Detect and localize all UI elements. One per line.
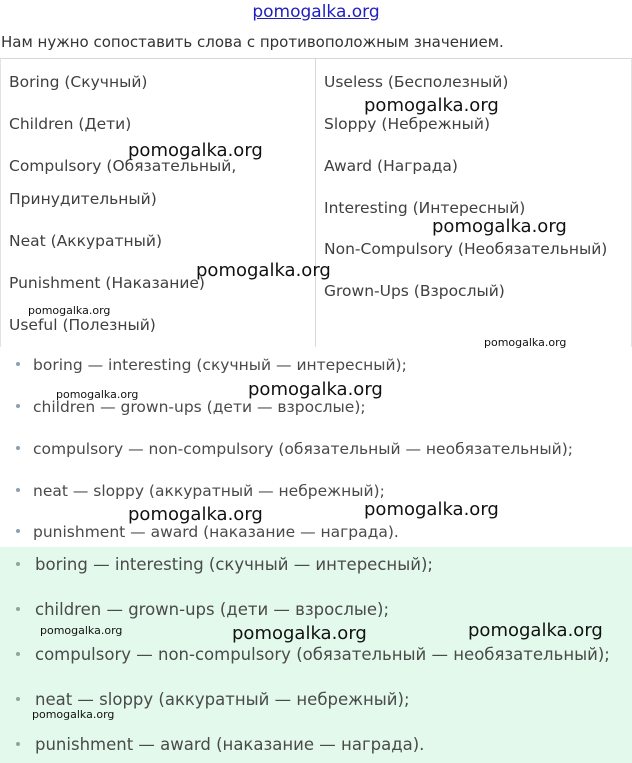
- highlighted-answer-list: [0, 547, 632, 763]
- watermark: pomogalka.org: [32, 708, 115, 721]
- column-divider: [315, 59, 316, 347]
- table-cell-right: Useless (Бесполезный): [324, 73, 509, 91]
- watermark: pomogalka.org: [28, 304, 111, 317]
- list-item-text: neat — sloppy (аккуратный — небрежный);: [33, 482, 385, 500]
- list-item-text: compulsory — non-compulsory (обязательный — необязательный);: [35, 645, 610, 664]
- table-cell-left: Useful (Полезный): [9, 316, 156, 334]
- site-link[interactable]: pomogalka.org: [252, 2, 380, 22]
- watermark: pomogalka.org: [56, 388, 139, 401]
- bullet-icon: [16, 404, 20, 408]
- watermark: pomogalka.org: [128, 504, 263, 525]
- answer-list: [0, 348, 632, 546]
- table-cell-right: Grown-Ups (Взрослый): [324, 282, 505, 300]
- table-cell-right: Non-Compulsory (Необязательный): [324, 240, 608, 258]
- list-item: [16, 356, 407, 374]
- bullet-icon: [16, 697, 20, 701]
- bullet-icon: [16, 446, 20, 450]
- watermark: pomogalka.org: [484, 336, 567, 349]
- watermark: pomogalka.org: [468, 620, 603, 641]
- list-item: [16, 440, 573, 458]
- intro-text: Нам нужно сопоставить слова с противоположным значением.: [1, 33, 504, 51]
- watermark: pomogalka.org: [432, 216, 567, 237]
- bullet-icon: [16, 742, 20, 746]
- list-item-text: boring — interesting (скучный — интересный);: [35, 555, 433, 574]
- list-item-text: punishment — award (наказание — награда).: [33, 523, 399, 541]
- list-item-text: punishment — award (наказание — награда).: [35, 735, 425, 754]
- list-item: [16, 735, 424, 754]
- list-item: [16, 600, 389, 619]
- watermark: pomogalka.org: [128, 140, 263, 161]
- table-cell-left: Children (Дети): [9, 115, 132, 133]
- table-cell-right: Sloppy (Небрежный): [324, 115, 491, 133]
- list-item-text: children — grown-ups (дети — взрослые);: [35, 600, 390, 619]
- bullet-icon: [16, 488, 20, 492]
- list-item-text: compulsory — non-compulsory (обязательный — необязательный);: [33, 440, 574, 458]
- watermark: pomogalka.org: [364, 499, 499, 520]
- table-cell-left: Neat (Аккуратный): [9, 232, 163, 250]
- watermark: pomogalka.org: [232, 623, 367, 644]
- list-item: [16, 523, 399, 541]
- list-item: [16, 690, 410, 709]
- table-cell-right: Award (Награда): [324, 157, 458, 175]
- list-item: [16, 482, 385, 500]
- list-item: [16, 555, 433, 574]
- bullet-icon: [16, 529, 20, 533]
- bullet-icon: [16, 607, 20, 611]
- watermark: pomogalka.org: [196, 260, 331, 281]
- watermark: pomogalka.org: [40, 624, 123, 637]
- table-cell-right: Interesting (Интересный): [324, 199, 526, 217]
- watermark: pomogalka.org: [248, 379, 383, 400]
- table-cell-left: Punishment (Наказание): [9, 274, 205, 292]
- table-cell-left: Принудительный): [9, 190, 157, 208]
- list-item-text: neat — sloppy (аккуратный — небрежный);: [35, 690, 410, 709]
- list-item-text: boring — interesting (скучный — интересный);: [33, 356, 407, 374]
- list-item-text: children — grown-ups (дети — взрослые);: [33, 398, 366, 416]
- table-cell-left: Compulsory (Обязательный,: [9, 157, 237, 175]
- bullet-icon: [16, 562, 20, 566]
- watermark: pomogalka.org: [364, 95, 499, 116]
- bullet-icon: [16, 362, 20, 366]
- list-item: [16, 645, 610, 664]
- table-cell-left: Boring (Скучный): [9, 73, 148, 91]
- bullet-icon: [16, 652, 20, 656]
